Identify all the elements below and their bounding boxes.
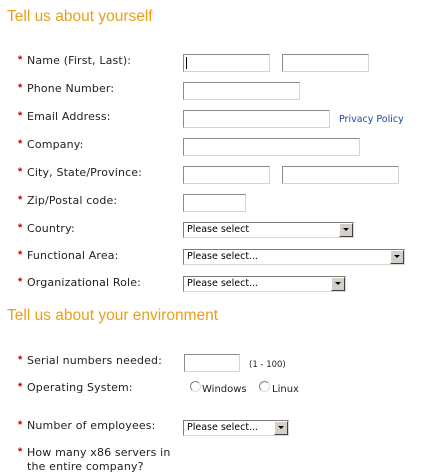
- servers-label-line2: the entire company?: [27, 460, 144, 473]
- first-name-input[interactable]: [183, 54, 270, 72]
- zip-input[interactable]: [183, 194, 246, 212]
- company-label: Company:: [27, 138, 84, 151]
- chevron-down-icon[interactable]: [390, 250, 404, 264]
- required-marker: *: [18, 222, 23, 234]
- company-input[interactable]: [183, 138, 360, 156]
- required-marker: *: [18, 381, 23, 393]
- employees-label: Number of employees:: [27, 419, 156, 432]
- phone-label: Phone Number:: [27, 82, 115, 95]
- org-role-select-value: Please select...: [187, 278, 259, 289]
- section-title-about-yourself: Tell us about yourself: [7, 8, 153, 25]
- required-marker: *: [18, 82, 23, 94]
- country-select-value: Please select: [187, 224, 250, 235]
- state-input[interactable]: [282, 166, 399, 184]
- country-select[interactable]: [183, 222, 354, 238]
- linux-radio-label[interactable]: Linux: [272, 384, 299, 395]
- email-label: Email Address:: [27, 110, 111, 123]
- chevron-down-icon[interactable]: [274, 421, 288, 435]
- required-marker: *: [18, 446, 23, 458]
- serials-input[interactable]: [184, 354, 240, 372]
- required-marker: *: [18, 354, 23, 366]
- required-marker: *: [18, 276, 23, 288]
- privacy-policy-link[interactable]: Privacy Policy: [339, 114, 404, 125]
- os-label: Operating System:: [27, 381, 133, 394]
- last-name-input[interactable]: [282, 54, 369, 72]
- required-marker: *: [18, 249, 23, 261]
- name-label: Name (First, Last):: [27, 54, 132, 67]
- email-input[interactable]: [183, 110, 330, 128]
- windows-radio-label[interactable]: Windows: [202, 384, 247, 395]
- org-role-select[interactable]: [183, 276, 346, 292]
- serials-label: Serial numbers needed:: [27, 354, 163, 367]
- chevron-down-icon[interactable]: [339, 223, 353, 237]
- country-label: Country:: [27, 222, 75, 235]
- zip-label: Zip/Postal code:: [27, 194, 118, 207]
- functional-area-label: Functional Area:: [27, 249, 119, 262]
- employees-select[interactable]: [183, 420, 289, 436]
- section-title-environment: Tell us about your environment: [7, 307, 219, 324]
- required-marker: *: [18, 166, 23, 178]
- servers-label-line1: How many x86 servers in: [27, 446, 171, 459]
- org-role-label: Organizational Role:: [27, 276, 142, 289]
- required-marker: *: [18, 110, 23, 122]
- functional-area-select-value: Please select...: [187, 251, 259, 262]
- city-state-label: City, State/Province:: [27, 166, 143, 179]
- linux-radio[interactable]: [259, 381, 270, 392]
- required-marker: *: [18, 138, 23, 150]
- required-marker: *: [18, 419, 23, 431]
- chevron-down-icon[interactable]: [331, 277, 345, 291]
- functional-area-select[interactable]: [183, 249, 405, 265]
- phone-input[interactable]: [183, 82, 300, 100]
- employees-select-value: Please select...: [187, 422, 259, 433]
- serials-range-hint: (1 - 100): [249, 360, 286, 370]
- windows-radio[interactable]: [190, 381, 201, 392]
- required-marker: *: [18, 194, 23, 206]
- city-input[interactable]: [183, 166, 270, 184]
- required-marker: *: [18, 54, 23, 66]
